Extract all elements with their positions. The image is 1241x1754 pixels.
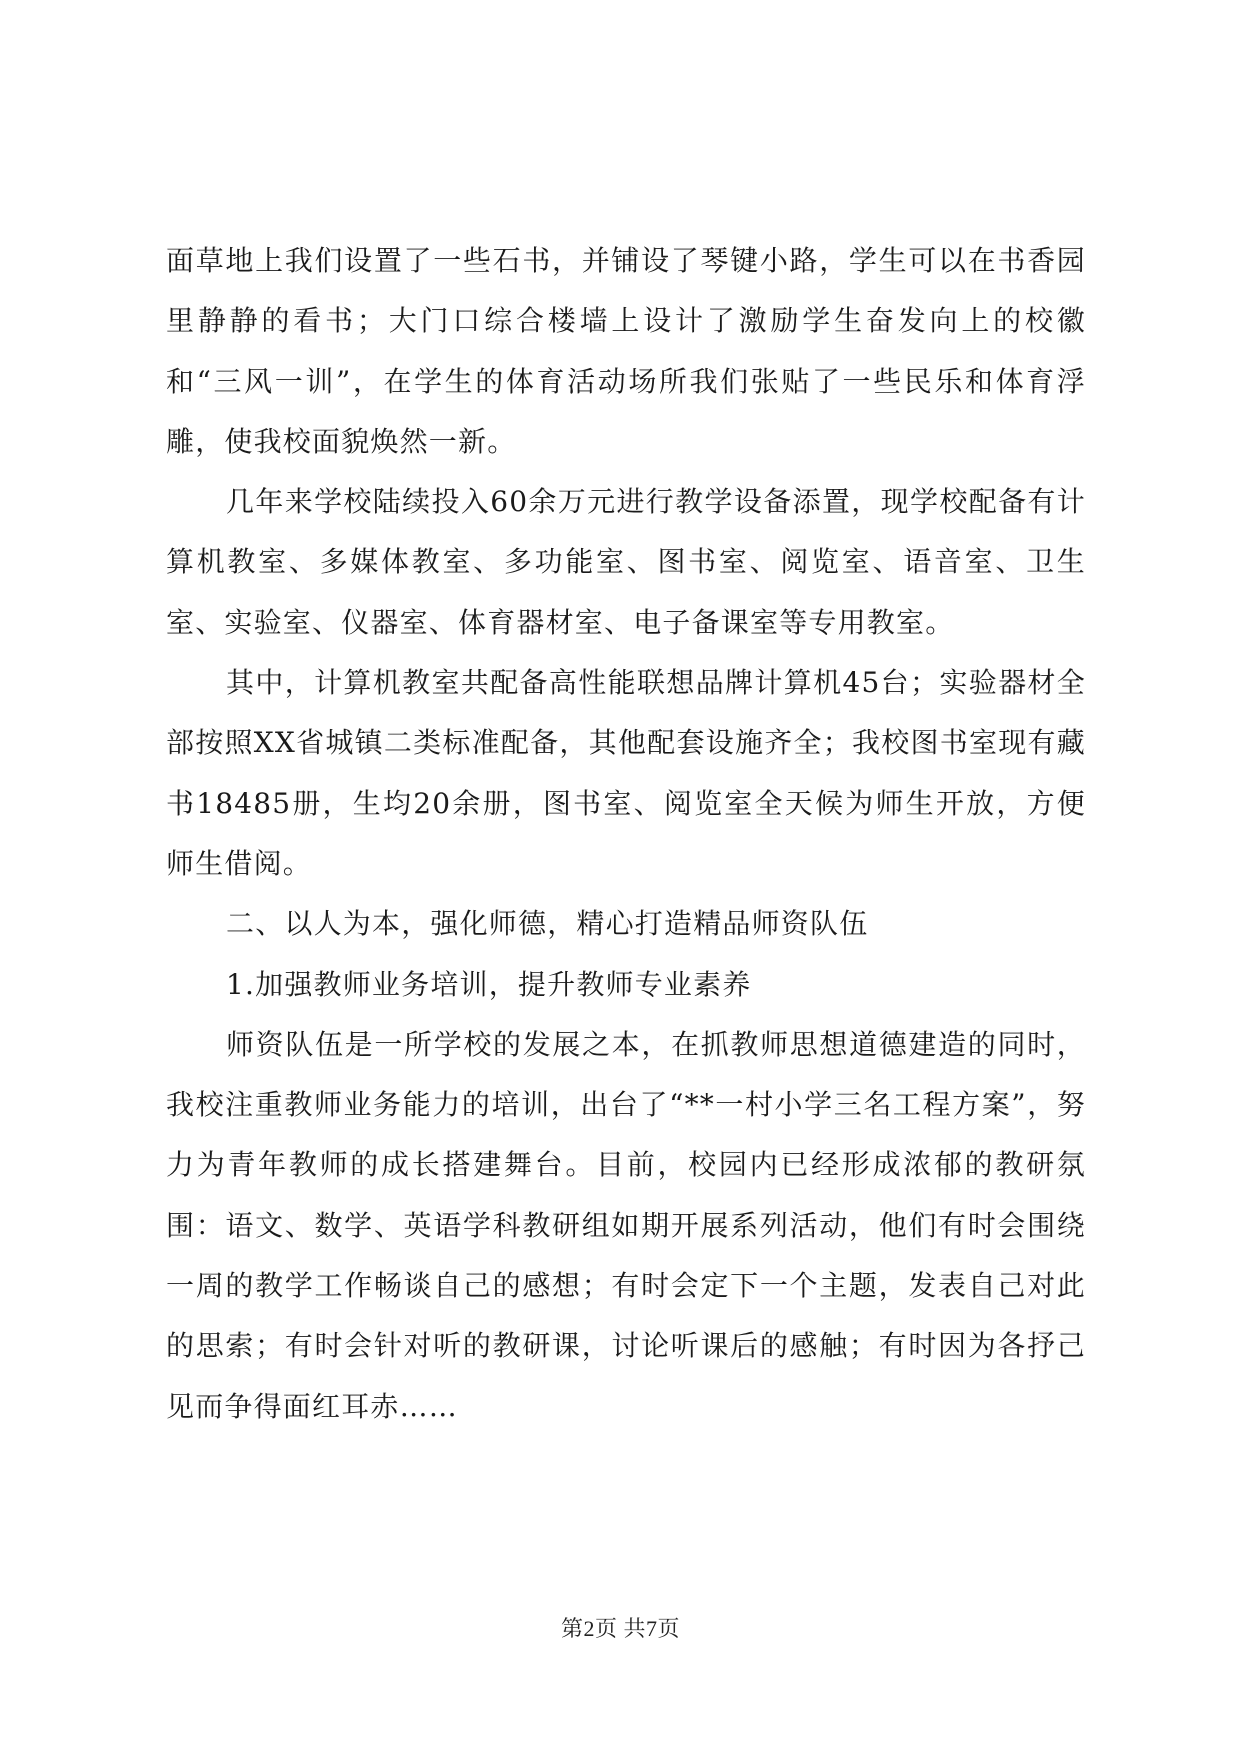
paragraph-school-environment: 面草地上我们设置了一些石书，并铺设了琴键小路，学生可以在书香园里静静的看书；大门口综合楼墙上设计了激励学生奋发向上的校徽和“三风一训”，在学生的体育活动场所我们张贴了一些民乐和体育浮雕，使我校面貌焕然一新。 xyxy=(166,244,1086,458)
paragraph-equipment-investment: 几年来学校陆续投入60余万元进行教学设备添置，现学校配备有计算机教室、多媒体教室、多功能室、图书室、阅览室、语音室、卫生室、实验室、仪器室、体育器材室、电子备课室等专用教室。 xyxy=(166,485,1086,639)
page-number-footer: 第2页 共7页 xyxy=(560,1616,680,1641)
paragraph-teacher-training: 师资队伍是一所学校的发展之本，在抓教师思想道德建造的同时，我校注重教师业务能力的培训，出台了“**一村小学三名工程方案”，努力为青年教师的成长搭建舞台。目前，校园内已经形成浓郁的教研氛围：语文、数学、英语学科教研组如期开展系列活动，他们有时会围绕一周的教学工作畅谈自己的感想；有时会定下一个主题，发表自己对此的思索；有时会针对听的教研课，讨论听课后的感触；有时因为各抒己见而争得面红耳赤…… xyxy=(166,1027,1086,1423)
subsection-heading: 1.加强教师业务培训，提升教师专业素养 xyxy=(226,967,752,1001)
paragraph-computer-library: 其中，计算机教室共配备高性能联想品牌计算机45台；实验器材全部按照XX省城镇二类标准配备，其他配套设施齐全；我校图书室现有藏书18485册，生均20余册，图书室、阅览室全天候为师生开放，方便师生借阅。 xyxy=(166,666,1086,880)
document-body xyxy=(166,231,1086,1437)
section-heading: 二、以人为本，强化师德，精心打造精品师资队伍 xyxy=(226,907,869,941)
